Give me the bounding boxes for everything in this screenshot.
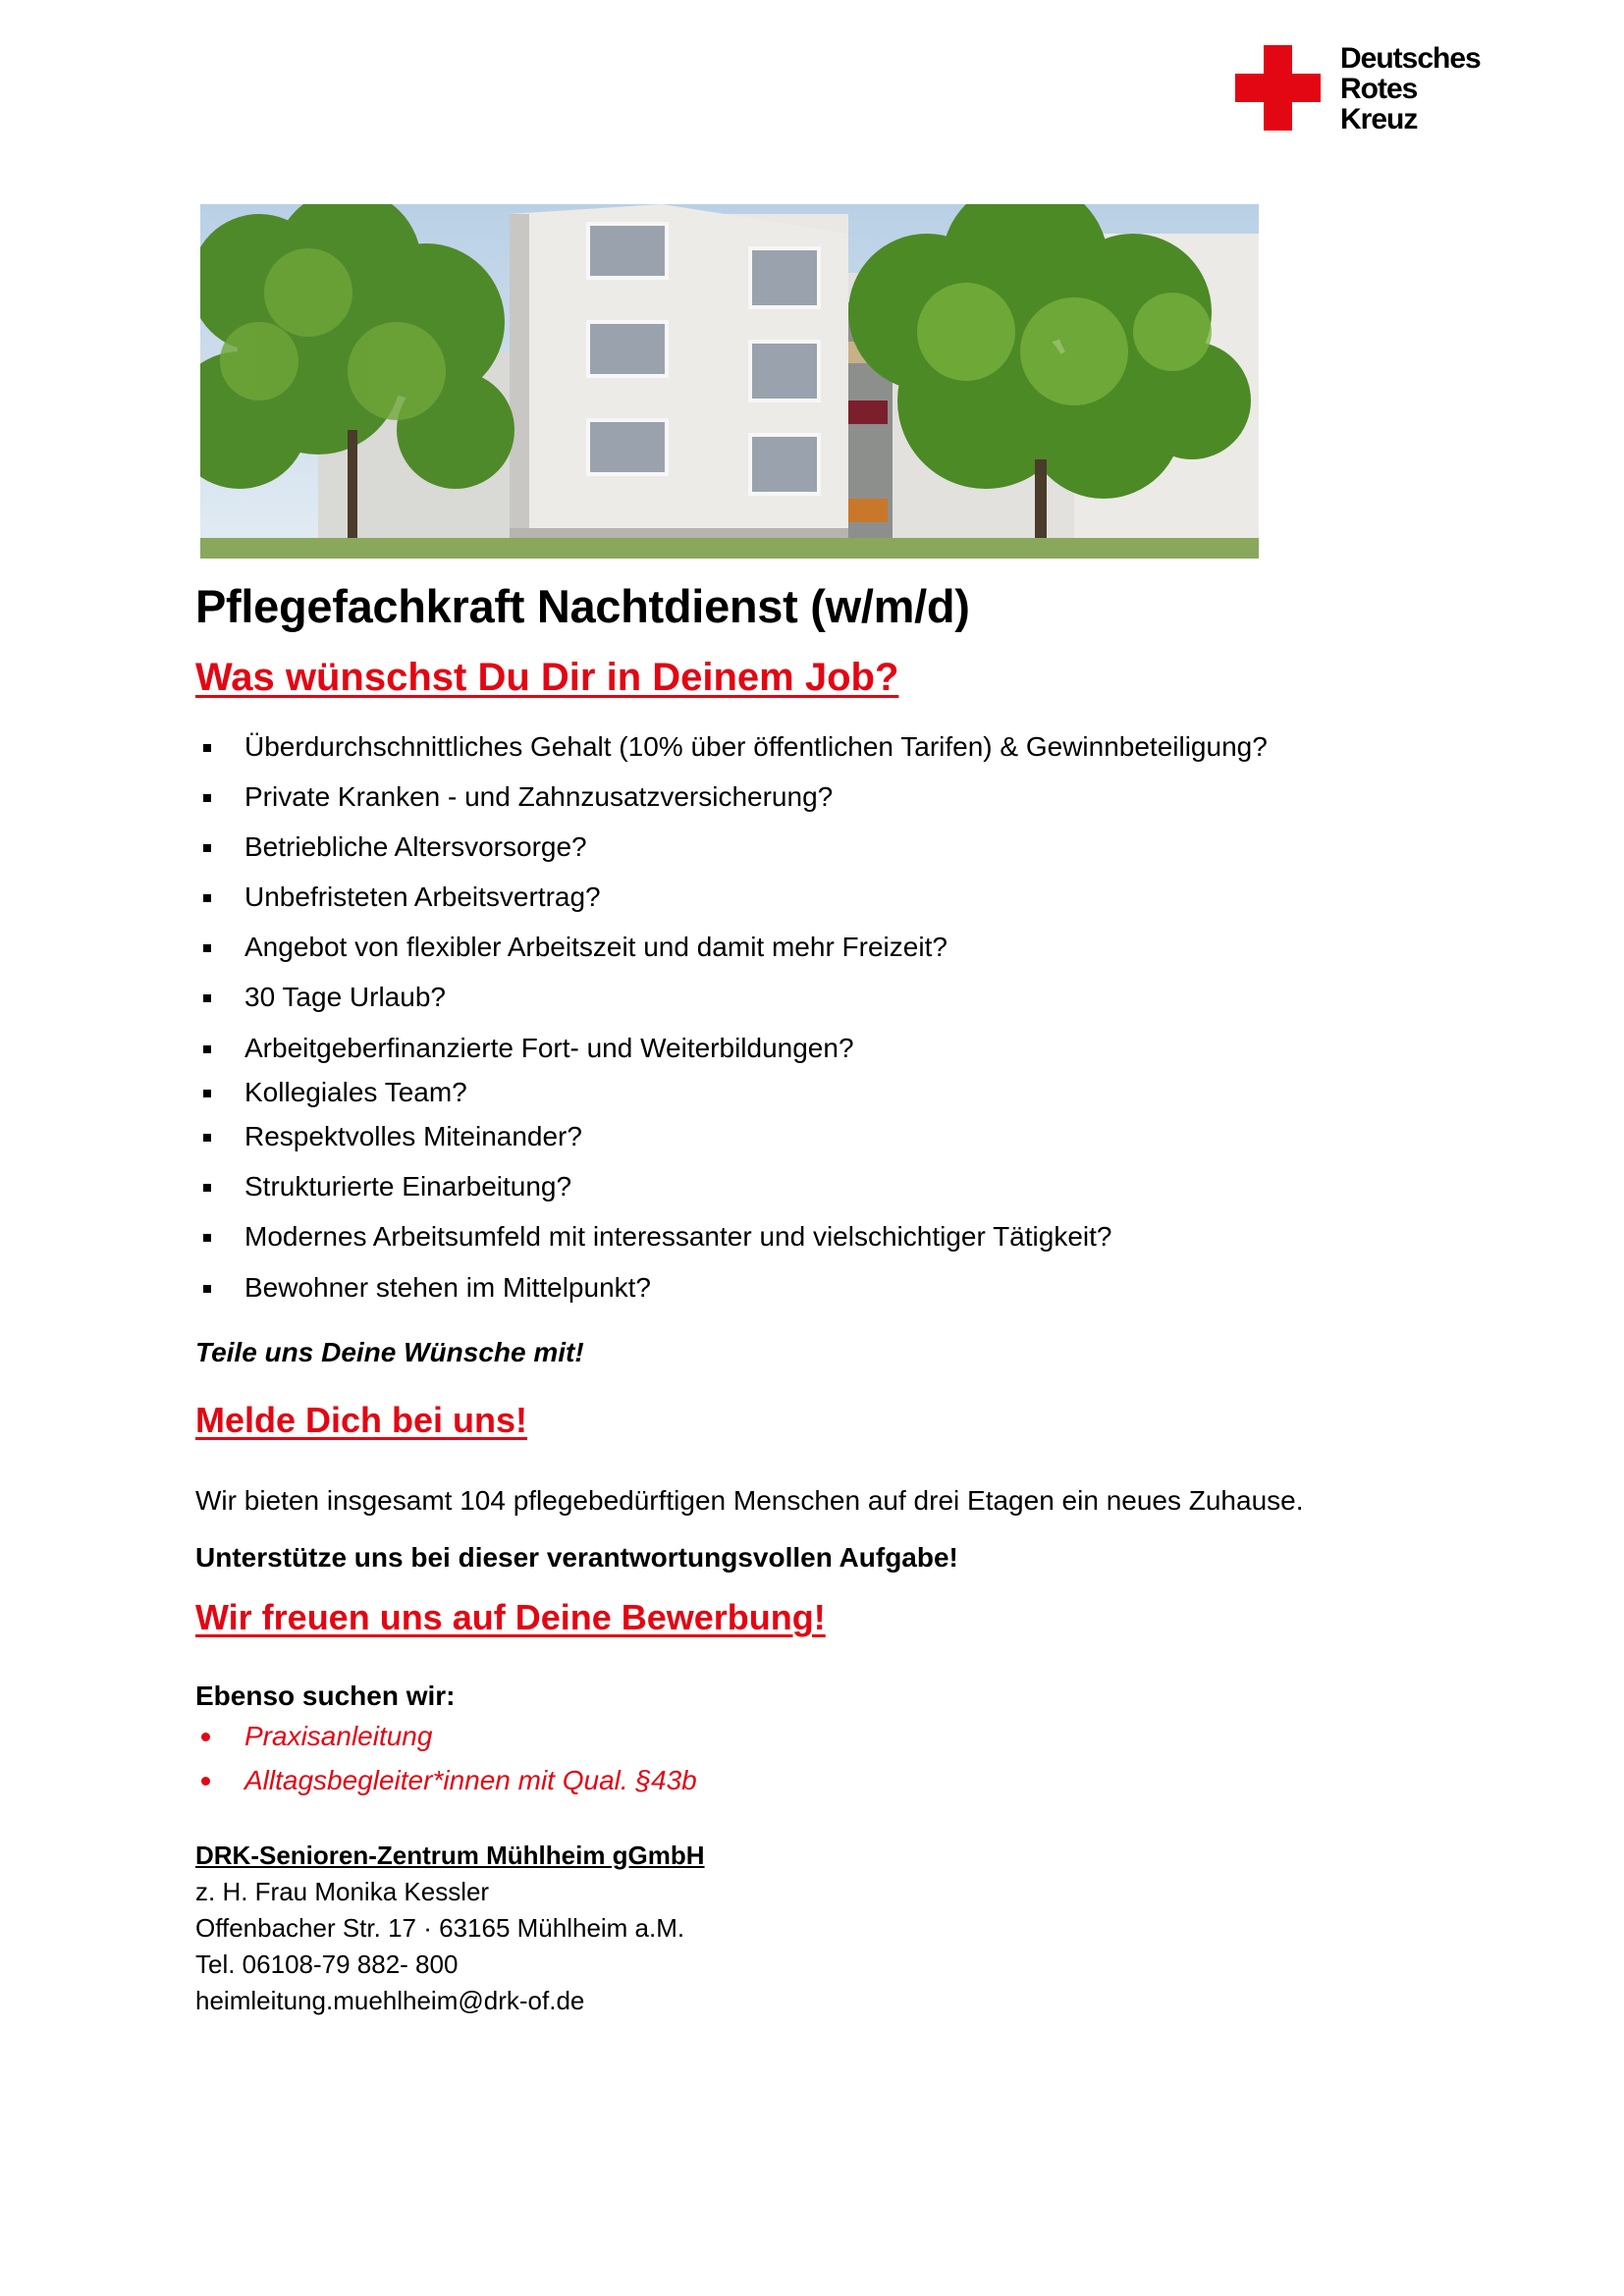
drk-logo — [1235, 42, 1510, 135]
square-bullet-icon — [203, 1090, 211, 1097]
list-item-text: Überdurchschnittliches Gehalt (10% über öffentlichen Tarifen) & Gewinnbeteiligung? — [244, 731, 1268, 762]
job-title: Pflegefachkraft Nachtdienst (w/m/d) — [195, 580, 970, 632]
round-bullet-icon — [201, 1733, 210, 1741]
list-item-text: 30 Tage Urlaub? — [244, 982, 446, 1012]
square-bullet-icon — [203, 1134, 211, 1142]
contact-address: Offenbacher Str. 17 · 63165 Mühlheim a.M. — [195, 1913, 685, 1943]
list-item-text: Strukturierte Einarbeitung? — [244, 1171, 572, 1201]
red-cross-icon — [1235, 45, 1321, 131]
contact-person: z. H. Frau Monika Kessler — [195, 1877, 490, 1906]
list-item-text: Angebot von flexibler Arbeitszeit und damit mehr Freizeit? — [244, 932, 947, 962]
logo-wordmark — [1340, 43, 1481, 134]
square-bullet-icon — [203, 1045, 211, 1053]
list-item-text: Kollegiales Team? — [244, 1077, 467, 1107]
list-item-text: Modernes Arbeitsumfeld mit interessanter und vielschichtiger Tätigkeit? — [244, 1221, 1112, 1252]
contact-block — [195, 1838, 705, 2019]
list-item-text: Respektvolles Miteinander? — [244, 1121, 582, 1151]
contact-email-link[interactable]: heimleitung.muehlheim@drk-of.de — [195, 1986, 585, 2015]
logo-line-1: Deutsches — [1340, 42, 1481, 75]
square-bullet-icon — [203, 994, 211, 1002]
heading-wishes: Was wünschst Du Dir in Deinem Job? — [195, 656, 899, 699]
share-wishes-text: Teile uns Deine Wünsche mit! — [195, 1337, 584, 1367]
heading-apply: Wir freuen uns auf Deine Bewerbung! — [195, 1597, 826, 1637]
contact-phone: Tel. 06108-79 882- 800 — [195, 1949, 459, 1979]
square-bullet-icon — [203, 1234, 211, 1242]
offer-text: Wir bieten insgesamt 104 pflegebedürftigen Menschen auf drei Etagen ein neues Zuhause. — [195, 1485, 1304, 1516]
heading-contact: Melde Dich bei uns! — [195, 1400, 528, 1440]
list-item-text: Private Kranken - und Zahnzusatzversicherung? — [244, 781, 834, 812]
building-photo — [200, 204, 1259, 559]
square-bullet-icon — [203, 1184, 211, 1192]
contact-org: DRK-Senioren-Zentrum Mühlheim gGmbH — [195, 1841, 705, 1870]
square-bullet-icon — [203, 794, 211, 802]
square-bullet-icon — [203, 744, 211, 752]
logo-line-2: Rotes — [1340, 73, 1418, 105]
square-bullet-icon — [203, 944, 211, 952]
square-bullet-icon — [203, 1285, 211, 1293]
square-bullet-icon — [203, 844, 211, 852]
list-item-text: Unbefristeten Arbeitsvertrag? — [244, 881, 601, 912]
list-item-text: Bewohner stehen im Mittelpunkt? — [244, 1272, 651, 1303]
list-item-text: Praxisanleitung — [244, 1721, 433, 1751]
also-heading: Ebenso suchen wir: — [195, 1681, 456, 1711]
list-item-text: Betriebliche Altersvorsorge? — [244, 831, 587, 862]
list-item-text: Arbeitgeberfinanzierte Fort- und Weiterbildungen? — [244, 1033, 854, 1063]
list-item-text: Alltagsbegleiter*innen mit Qual. §43b — [244, 1765, 697, 1795]
square-bullet-icon — [203, 894, 211, 902]
round-bullet-icon — [201, 1777, 210, 1786]
logo-line-3: Kreuz — [1340, 103, 1418, 135]
support-text: Unterstütze uns bei dieser verantwortungsvollen Aufgabe! — [195, 1542, 958, 1573]
